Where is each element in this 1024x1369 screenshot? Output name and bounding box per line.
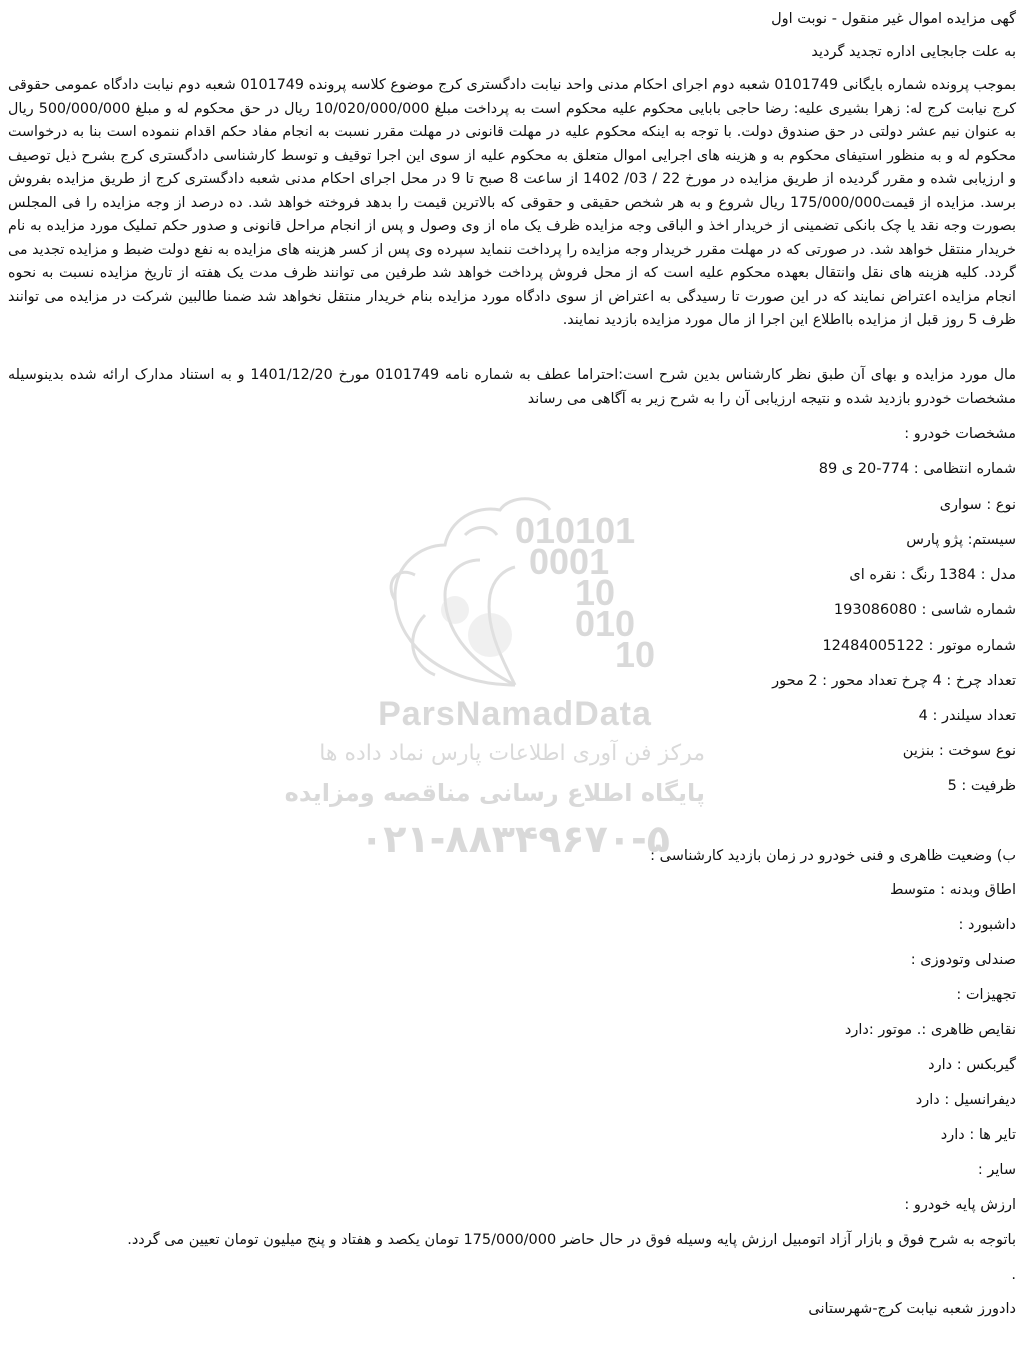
spec-plate: شماره انتظامی : 774-20 ی 89 (818, 461, 1016, 477)
watermark-digits: 010101 0001 10 010 10 (515, 510, 656, 675)
condition-differential: دیفرانسیل : دارد (915, 1092, 1016, 1108)
condition-tires: تایر ها : دارد (940, 1127, 1016, 1143)
watermark-phone: ۰۲۱-۸۸۳۴۹۶۷۰-۵ (360, 817, 670, 861)
condition-gearbox: گیربکس : دارد (928, 1057, 1016, 1073)
appraisal-intro-paragraph: مال مورد مزایده و بهای آن طبق نظر کارشناس بدین شرح است:احتراما عطف به شماره نامه 0101749 مورخ 1401/12/20 و به استناد مدارک ارائه شده بدینوسیله مشخصات خودرو بازدید شده و نتیجه ارزیابی آن را به شرح زیر به آگاهی می رساند (8, 367, 1016, 407)
condition-cabin: اطاق وبدنه : متوسط (890, 882, 1016, 898)
spec-engine: شماره موتور : 12484005122 (822, 638, 1016, 654)
spec-cylinders: تعداد سیلندر : 4 (918, 708, 1016, 724)
spec-capacity: ظرفیت : 5 (947, 778, 1016, 794)
spec-system: سیستم: پژو پارس (906, 532, 1016, 548)
spec-wheels-axles: تعداد چرخ : 4 چرخ تعداد محور : 2 محور (772, 673, 1016, 689)
flower-logo-icon (325, 495, 705, 695)
condition-other: سایر : (977, 1162, 1016, 1178)
condition-equipment: تجهیزات : (956, 987, 1016, 1003)
condition-seats: صندلی وتودوزی : (910, 952, 1016, 968)
specs-heading: مشخصات خودرو : (904, 426, 1016, 442)
condition-defects: نقایص ظاهری :. موتور :دارد (844, 1022, 1016, 1038)
base-value-heading: ارزش پایه خودرو : (904, 1197, 1016, 1213)
parsnamaddata-watermark (284, 495, 705, 875)
watermark-brand: ParsNamadData (378, 695, 652, 733)
notice-subtitle: به علت جابجایی اداره تجدید گردید (811, 44, 1016, 60)
spec-chassis: شماره شاسی : 193086080 (833, 602, 1016, 618)
separator-dot: . (1011, 1267, 1016, 1283)
watermark-portal-line: پایگاه اطلاع رسانی مناقصه ومزایده (284, 779, 705, 807)
condition-dashboard: داشبورد : (958, 917, 1016, 933)
watermark-company-line: مرکز فن آوری اطلاعات پارس نماد داده ها (319, 741, 705, 766)
condition-heading: ب) وضعیت ظاهری و فنی خودرو در زمان بازدید کارشناسی : (650, 848, 1016, 864)
signature-line: دادورز شعبه نیابت کرج-شهرستانی (808, 1301, 1016, 1317)
spec-type: نوع : سواری (939, 497, 1016, 513)
spec-model-color: مدل : 1384 رنگ : نقره ای (849, 567, 1016, 583)
spec-fuel: نوع سوخت : بنزین (902, 743, 1016, 759)
notice-body-paragraph: بموجب پرونده شماره بایگانی 0101749 شعبه دوم اجرای احکام مدنی واحد نیابت دادگستری کرج موضوع کلاسه پرونده 0101749 شعبه دوم نیابت دادگاه عمومی حقوقی کرج نیابت کرج له: زهرا بشیری علیه: رضا حاجی بابایی محکوم علیه محکوم است به پرداخت مبلغ 10/020/000/000 ریال در حق محکوم له و مبلغ 500/000/000 ریال به عنوان نیم عشر دولتی در حق صندوق دولت. با توجه به اینکه محکوم علیه در مهلت قانونی در مهلت مقرر نسبت به انجام مفاد حکم اقدام ننموده است بنا به درخواست محکوم له و به منظور استیفای محکوم به و هزینه های اجرایی اموال متعلق به محکوم علیه از سوی این اجرا توقیف و توسط کارشناسی دادگستری کرج بشرح ذیل توصیف و ارزیابی شده و مقرر گردیده از طریق مزایده در مورخ 22 / 03/ 1402 از ساعت 8 صبح تا 9 در محل اجرای احکام مدنی شعبه دادگستری کرج از طریق مزایده بفروش برسد. مزایده از قیمت175/000/000 ریال شروع و به هر شخص حقیقی و حقوقی که بالاترین قیمت را بدهد فروخته خواهد شد. ده درصد از وجه مزایده را فی المجلس بصورت وجه نقد یا چک بانکی تضمینی از خریدار اخذ و الباقی وجه مزایده ظرف یک ماه از وی وصول و پس از انجام مراحل قانونی و صدور حکم تملیک مورد مزایده به نام خریدار منتقل خواهد شد. در صورتی که در مهلت مقرر خریدار وجه مزایده را پرداخت ننماید سپرده وی پس از کسر هزینه های مزایده به نفع دولت ضبط و مزایده تجدید می گردد. کلیه هزینه های نقل وانتقال بعهده محکوم علیه است که از محل فروش پرداخت خواهد شد طرفین می توانند ظرف مدت یک هفته از تاریخ مزایده نسبت به نحوه انجام مزایده اعتراض نمایند که در این صورت تا رسیدگی به اعتراض از سوی دادگاه مورد مزایده بنام خریدار منتقل نخواهد شد ضمنا طالبین شرکت در مزایده می توانند ظرف 5 روز قبل از مزایده بااطلاع این اجرا از مال مورد مزایده بازدید نمایند. (8, 77, 1017, 328)
base-value-text: باتوجه به شرح فوق و بازار آزاد اتومبیل ارزش پایه وسیله فوق در حال حاضر 175/000/000 تومان یکصد و هفتاد و پنج میلیون تومان تعیین می گردد. (127, 1232, 1016, 1248)
notice-title: گهی مزایده اموال غیر منقول - نوبت اول (771, 11, 1016, 27)
